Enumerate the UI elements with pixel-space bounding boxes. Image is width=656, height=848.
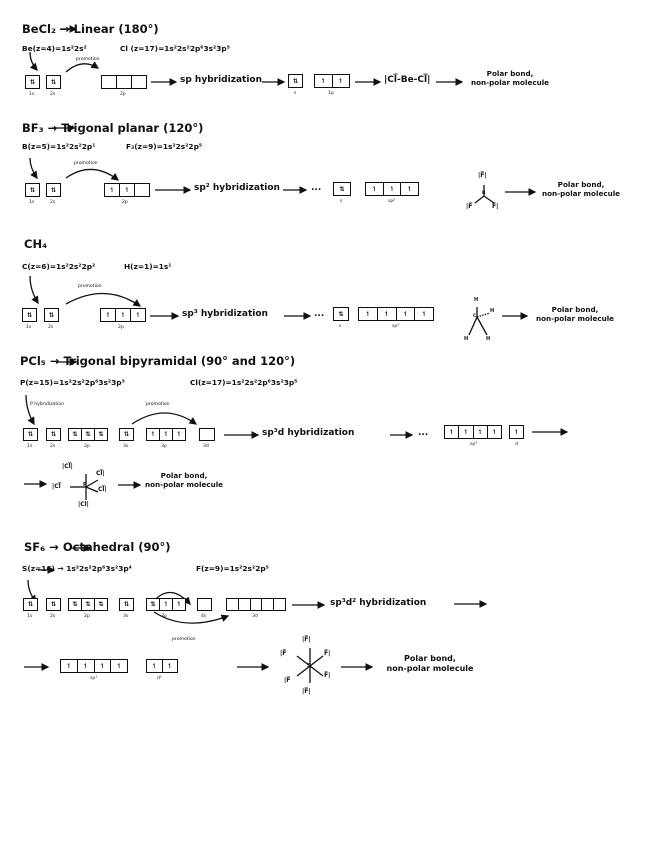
becl2-hybridization: sp hybridization <box>180 75 262 85</box>
sf6-atom-top-left: |F̅ <box>280 650 287 657</box>
sf6-label-d2: d² <box>157 676 162 681</box>
ch4-hybridization: sp³ hybridization <box>182 309 268 319</box>
sf6-label-3s: 3s <box>123 614 129 619</box>
pcl5-orbital-2p: ⇅ ⇅ ⇅ <box>68 428 108 441</box>
sf6-label-4s: 4s <box>201 614 207 619</box>
sf6-label-sp3: sp³ <box>90 676 98 681</box>
becl2-orbital-s: ⇅ <box>288 74 303 88</box>
bf3-orbital-2s: ⇅ <box>46 183 61 197</box>
becl2-cl-config: Cl (z=17)=1s²2s²2p⁶3s²3p⁵ <box>120 44 230 53</box>
bf3-label-2s: 2s <box>50 200 56 205</box>
becl2-orbital-sp: ↿ ↿ <box>314 74 350 88</box>
sf6-f-config: F(z=9)=1s²2s²2p⁵ <box>196 564 269 573</box>
bf3-f-config: F₃(z=9)=1s²2s²2p⁵ <box>126 142 203 151</box>
becl2-label-2p: 2p <box>120 92 126 97</box>
ch4-label-2s: 2s <box>48 325 54 330</box>
sf6-orbital-1s: ⇅ <box>23 598 38 611</box>
pcl5-atom-bottom: |Cl| <box>78 501 89 508</box>
sf6-atom-top: |F̅| <box>302 636 311 643</box>
ch4-title: CH₄ <box>24 237 48 251</box>
bf3-b-config: B(z=5)=1s²2s²2p¹ <box>22 142 96 151</box>
sf6-label-3p: 3p <box>161 614 167 619</box>
ch4-orbital-s: ⇅ <box>333 307 349 321</box>
pcl5-label-2p: 2p <box>84 444 90 449</box>
pcl5-label-sp3: sp³ <box>470 442 478 447</box>
sf6-orbital-d2: ↿ ↿ <box>146 659 178 673</box>
pcl5-orbital-1s: ⇅ <box>23 428 38 441</box>
bf3-label-s: s <box>340 199 343 204</box>
sf6-orbital-2s: ⇅ <box>46 598 61 611</box>
sf6-label-2s: 2s <box>50 614 56 619</box>
ch4-orbital-1s: ⇅ <box>22 308 37 322</box>
pcl5-hyb-note: P hybridization <box>30 402 65 407</box>
sf6-atom-bottom: |F̅| <box>302 688 311 695</box>
bf3-label-1s: 1s <box>29 200 35 205</box>
becl2-label-s: s <box>294 91 297 96</box>
sf6-label-3d: 3d <box>252 614 258 619</box>
sf6-atom-bottom-left: |F̅ <box>284 677 291 684</box>
becl2-orbital-2p <box>101 75 147 89</box>
ch4-orbital-2s: ⇅ <box>44 308 59 322</box>
pcl5-ellipsis: ... <box>418 428 429 438</box>
pcl5-atom-top: |Cl̅| <box>62 463 73 470</box>
bf3-promotion-label: promotion <box>74 161 98 166</box>
bf3-atom-left: |F̅ <box>466 203 473 210</box>
sf6-orbital-3d <box>226 598 286 611</box>
sf6-result: Polar bond, non-polar molecule <box>386 654 474 673</box>
pcl5-atom-top-right: Cl̅| <box>96 470 105 477</box>
pcl5-p-config: P(z=15)=1s²2s²2p⁶3s²3p³ <box>20 378 125 387</box>
sf6-orbital-4s <box>197 598 212 611</box>
pcl5-label-2s: 2s <box>50 444 56 449</box>
ch4-atom-bottom-left: H <box>464 336 469 342</box>
becl2-result: Polar bond, non-polar molecule <box>470 69 550 87</box>
pcl5-atom-right: Cl̅| <box>98 486 107 493</box>
sf6-label-1s: 1s <box>27 614 33 619</box>
pcl5-result: Polar bond, non-polar molecule <box>144 471 224 489</box>
pcl5-title: PCl₅ → Trigonal bipyramidal (90° and 120°) <box>20 354 296 368</box>
pcl5-orbital-3p: ↿ ↿ ↿ <box>146 428 186 441</box>
pcl5-orbital-3s: ⇅ <box>119 428 134 441</box>
sf6-atom-top-right: F̅| <box>324 650 331 657</box>
bf3-result: Polar bond, non-polar molecule <box>541 180 621 198</box>
pcl5-promotion-label: promotion <box>146 402 170 407</box>
ch4-label-s: s <box>339 324 342 329</box>
sf6-title: SF₆ → Octahedral (90°) <box>24 540 171 554</box>
sf6-orbital-3p: ⇅ ↿ ↿ <box>146 598 186 611</box>
ch4-orbital-2p: ↿ ↿ ↿ <box>100 308 146 322</box>
pcl5-atom-left: |Cl̅ <box>52 483 61 490</box>
sf6-orbital-sp3: ↿ ↿ ↿ ↿ <box>60 659 128 673</box>
ch4-result: Polar bond, non-polar molecule <box>535 305 615 323</box>
pcl5-hybridization: sp³d hybridization <box>262 428 355 438</box>
bf3-label-2p: 2p <box>122 200 128 205</box>
bf3-atom-right: F̅| <box>492 203 499 210</box>
becl2-molecule: |Cl̅-Be-Cl̅| <box>384 75 431 85</box>
becl2-label-1s: 1s <box>29 92 35 97</box>
pcl5-orbital-3d <box>199 428 215 441</box>
ch4-h-config: H(z=1)=1s¹ <box>124 262 172 271</box>
bf3-atom-top: |F̅| <box>478 172 487 179</box>
ch4-label-sp3: sp³ <box>392 324 400 329</box>
pcl5-label-d: d <box>515 442 518 447</box>
becl2-label-2s: 2s <box>50 92 56 97</box>
pcl5-label-3d: 3d <box>203 444 209 449</box>
bf3-orbital-2p: ↿ ↿ <box>104 183 150 197</box>
ch4-atom-center: C <box>473 314 477 319</box>
ch4-label-2p: 2p <box>118 325 124 330</box>
pcl5-orbital-2s: ⇅ <box>46 428 61 441</box>
becl2-be-config: Be(z=4)=1s²2s² <box>22 44 87 53</box>
pcl5-orbital-d: ↿ <box>509 425 524 439</box>
bf3-ellipsis: ... <box>311 183 322 193</box>
bf3-title: BF₃ → Trigonal planar (120°) <box>22 121 204 135</box>
becl2-promotion-label: promotion <box>76 57 100 62</box>
ch4-orbital-sp3: ↿ ↿ ↿ ↿ <box>358 307 434 321</box>
sf6-atom-center: S <box>307 663 311 669</box>
ch4-atom-top: H <box>474 297 479 303</box>
pcl5-label-3p: 3p <box>161 444 167 449</box>
becl2-orbital-1s: ⇅ <box>25 75 40 89</box>
pcl5-label-1s: 1s <box>27 444 33 449</box>
becl2-title: BeCl₂ → Linear (180°) <box>22 22 159 36</box>
ch4-c-config: C(z=6)=1s²2s²2p² <box>22 262 96 271</box>
ch4-atom-bottom-right: H <box>486 336 491 342</box>
ch4-label-1s: 1s <box>26 325 32 330</box>
bf3-label-sp2: sp² <box>388 199 396 204</box>
becl2-label-p: 1p <box>328 91 334 96</box>
becl2-orbital-2s: ⇅ <box>46 75 61 89</box>
ch4-atom-right: H <box>490 308 495 314</box>
ch4-promotion-label: promotion <box>78 284 102 289</box>
bf3-orbital-sp2: ↿ ↿ ↿ <box>365 182 419 196</box>
bf3-orbital-1s: ⇅ <box>25 183 40 197</box>
sf6-orbital-3s: ⇅ <box>119 598 134 611</box>
pcl5-cl-config: Cl(z=17)=1s²2s²2p⁶3s²3p⁵ <box>190 378 298 387</box>
pcl5-label-3s: 3s <box>123 444 129 449</box>
sf6-promotion-label: promotion <box>172 637 196 642</box>
pcl5-orbital-sp3: ↿ ↿ ↿ ↿ <box>444 425 502 439</box>
sf6-atom-bottom-right: F̅| <box>324 672 331 679</box>
sf6-s-config: S(z=16) → 1s²2s²2p⁶3s²3p⁴ <box>22 564 132 573</box>
bf3-orbital-s: ⇅ <box>333 182 351 196</box>
ch4-ellipsis: ... <box>314 309 325 319</box>
pcl5-atom-center: P <box>83 482 87 488</box>
sf6-orbital-2p: ⇅ ⇅ ⇅ <box>68 598 108 611</box>
sf6-hybridization: sp³d² hybridization <box>330 598 427 608</box>
sf6-label-2p: 2p <box>84 614 90 619</box>
bf3-atom-center: B <box>482 191 486 196</box>
bf3-hybridization: sp² hybridization <box>194 183 280 193</box>
